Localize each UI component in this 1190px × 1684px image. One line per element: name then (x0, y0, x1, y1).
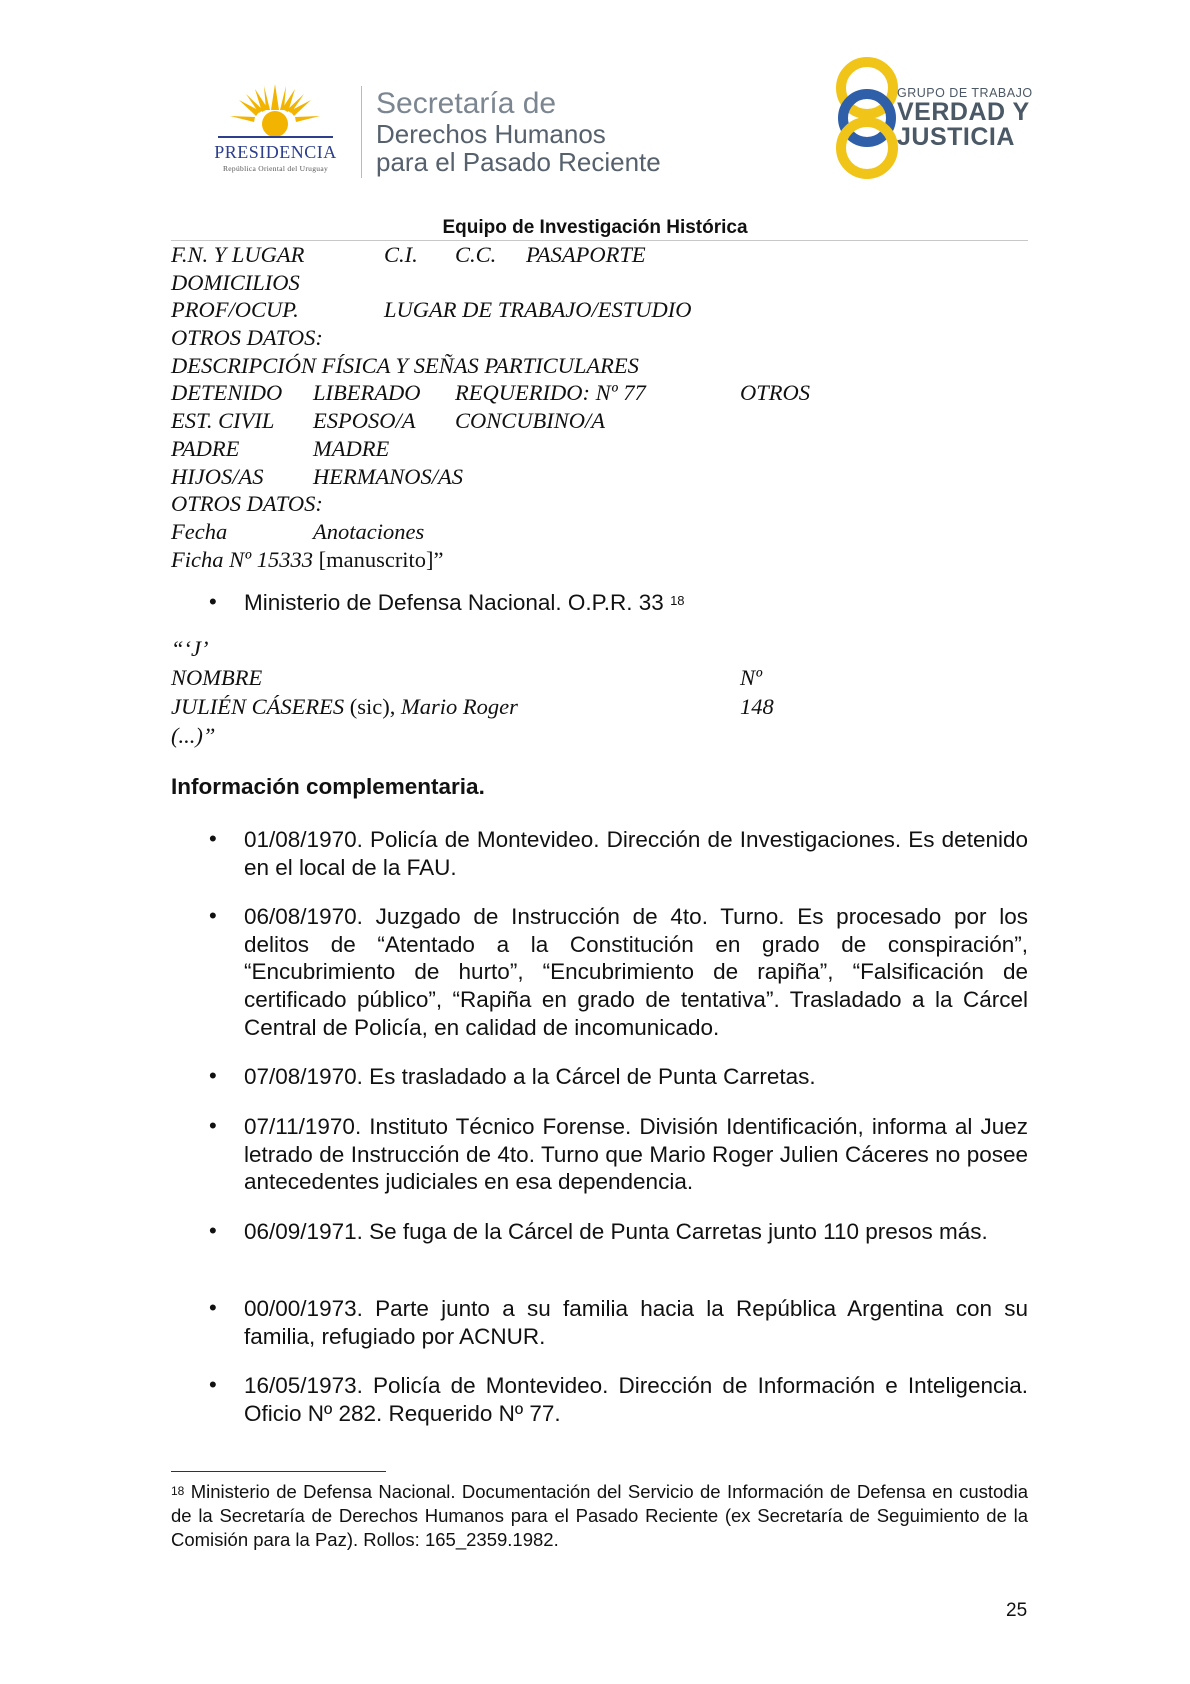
footnote (171, 1480, 1028, 1552)
list-item-text: 16/05/1973. Policía de Montevideo. Dirección de Información e Inteligencia. Oficio Nº 282. Requerido Nº 77. (244, 1373, 1028, 1426)
card-number-label: Nº (740, 665, 762, 690)
footnote-rule (171, 1471, 386, 1472)
list-item-text: 00/00/1973. Parte junto a su familia hacia la República Argentina con su familia, refugiado por ACNUR. (244, 1296, 1028, 1349)
secretaria-line-2: Derechos Humanos (376, 119, 606, 149)
form-field: PADRE (171, 435, 240, 461)
bullet-icon: • (209, 1372, 217, 1397)
form-field: PASAPORTE (526, 242, 646, 267)
card-given-name: Mario Roger (400, 694, 518, 719)
grupo-trabajo-text (897, 86, 1033, 150)
card-name (171, 692, 518, 721)
page-number: 25 (1006, 1600, 1028, 1621)
form-field: ESPOSO/A (313, 408, 416, 434)
form-field: CONCUBINO/A (455, 408, 606, 434)
bullet-icon: • (209, 589, 217, 614)
bullet-icon: • (209, 1113, 217, 1138)
form-field: OTROS DATOS: (171, 491, 323, 517)
form-field: DETENIDO (171, 380, 283, 406)
form-field: LIBERADO (313, 380, 421, 406)
form-field: OTROS DATOS: (171, 325, 323, 351)
footnote-ref: 18 (670, 593, 685, 608)
ficha-note: [manuscrito]” (312, 546, 444, 572)
header-divider (361, 86, 362, 178)
card-name-label: NOMBRE (171, 665, 263, 690)
gt-line-2: VERDAD Y (897, 98, 1030, 126)
form-field: PROF/OCUP. (171, 297, 299, 323)
secretaria-line-3: para el Pasado Reciente (376, 147, 661, 177)
source-label: Ministerio de Defensa Nacional. O.P.R. 33 (244, 590, 664, 615)
list-item-text: 01/08/1970. Policía de Montevideo. Dirección de Investigaciones. Es detenido en el local de la FAU. (244, 827, 1028, 880)
ficha-line (171, 546, 444, 574)
ficha-number: Ficha Nº 15333 (171, 546, 313, 572)
form-field: DOMICILIOS (171, 269, 300, 295)
sun-icon (198, 80, 353, 142)
form-field: HERMANOS/AS (313, 463, 463, 489)
gt-line-1: GRUPO DE TRABAJO (897, 86, 1033, 100)
list-item-text: 06/08/1970. Juzgado de Instrucción de 4to. Turno. Es procesado por los delitos de “Atentado a la Constitución en grado de conspiración”, “Encubrimiento de hurto”, “Encubrimiento de rapiña”, “Falsificación de certificado público”, “Rapiña en grado de tentativa”. Trasladado a la Cárcel Central de Policía, en calidad de incomunicado. (244, 904, 1028, 1040)
form-field: F.N. Y LUGAR (171, 242, 305, 267)
form-field: HIJOS/AS (171, 463, 264, 489)
card-number: 148 (740, 694, 774, 719)
gt-line-3: JUSTICIA (897, 123, 1015, 151)
form-field: REQUERIDO: Nº 77 (455, 380, 646, 406)
bullet-icon: • (209, 826, 217, 851)
form-field: C.C. (455, 242, 497, 267)
list-item-text: 06/09/1971. Se fuga de la Cárcel de Punta Carretas junto 110 presos más. (244, 1219, 988, 1244)
bullet-icon: • (209, 1295, 217, 1320)
presidencia-logo (198, 80, 353, 180)
presidencia-sub-label: República Oriental del Uruguay (222, 164, 328, 173)
footnote-text: Ministerio de Defensa Nacional. Documentación del Servicio de Información de Defensa en custodia de la Secretaría de Derechos Humanos para el Pasado Reciente (ex Secretaría de Seguimiento de la Comisión para la Paz). Rollos: 165_2359.1982. (171, 1481, 1028, 1550)
bullet-icon: • (209, 1218, 217, 1243)
form-field: C.I. (384, 242, 418, 267)
card-sic: (sic), (344, 694, 401, 719)
form-field: EST. CIVIL (171, 408, 275, 434)
bullet-icon: • (209, 1063, 217, 1088)
source-text (244, 589, 1028, 617)
secretaria-logo-text (376, 88, 661, 176)
team-heading: Equipo de Investigación Histórica (442, 217, 748, 238)
form-field: OTROS (740, 380, 811, 406)
secretaria-line-1: Secretaría de (376, 87, 557, 120)
section-heading: Información complementaria. (171, 774, 485, 799)
form-field: Fecha (171, 518, 228, 544)
form-field: Anotaciones (313, 518, 425, 544)
card-ellipsis: (...)” (171, 723, 216, 748)
form-field: DESCRIPCIÓN FÍSICA Y SEÑAS PARTICULARES (171, 352, 639, 378)
card-letter: “‘J’ (171, 636, 209, 661)
list-item-text: 07/08/1970. Es trasladado a la Cárcel de Punta Carretas. (244, 1064, 816, 1089)
form-field: MADRE (313, 435, 390, 461)
card-surname: JULIÉN CÁSERES (171, 694, 345, 719)
list-item-text: 07/11/1970. Instituto Técnico Forense. División Identificación, informa al Juez letrado de Instrucción de 4to. Turno que Mario Roger Julien Cáceres no posee antecedentes judiciales en esa dependencia. (244, 1114, 1028, 1195)
bullet-icon: • (209, 903, 217, 928)
presidencia-label: PRESIDENCIA (214, 142, 337, 162)
footnote-number: 18 (171, 1484, 185, 1498)
form-field: LUGAR DE TRABAJO/ESTUDIO (384, 297, 692, 323)
